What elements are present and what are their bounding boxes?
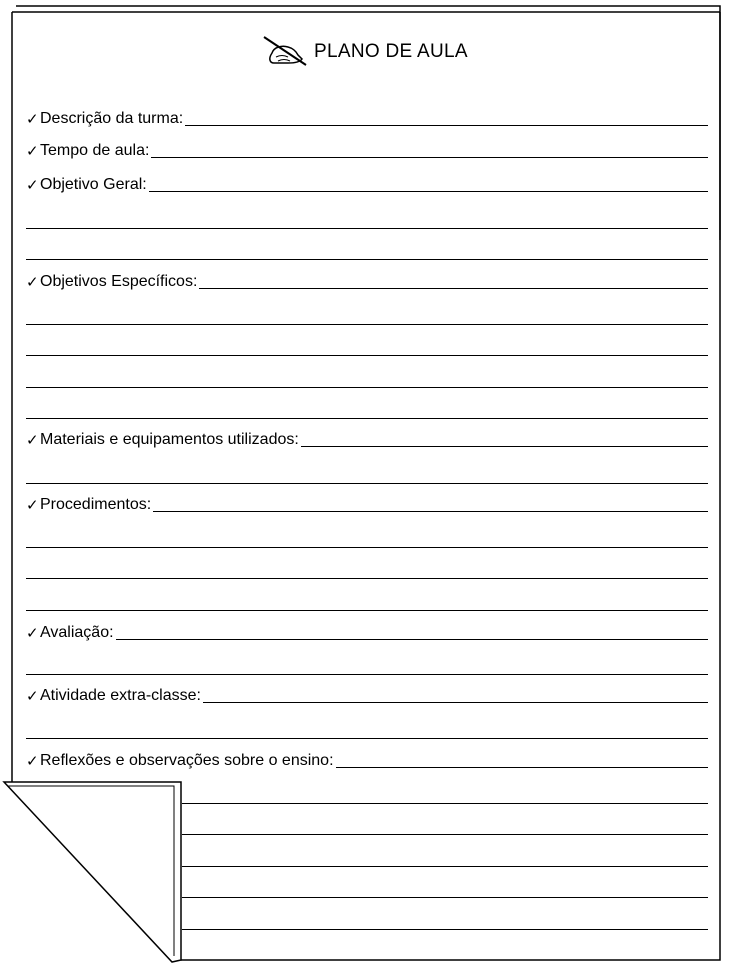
answer-line[interactable] bbox=[336, 766, 708, 768]
answer-line[interactable] bbox=[149, 190, 708, 192]
field-label: Objetivos Específicos: bbox=[40, 273, 198, 290]
answer-line[interactable] bbox=[182, 834, 708, 835]
field-label: Avaliação: bbox=[40, 624, 114, 641]
title-text: PLANO DE AULA bbox=[314, 41, 468, 62]
field-label: Procedimentos: bbox=[40, 496, 152, 513]
checkmark-icon: ✓ bbox=[26, 625, 39, 642]
checkmark-icon: ✓ bbox=[26, 111, 39, 128]
answer-line[interactable] bbox=[182, 866, 708, 867]
answer-line[interactable] bbox=[203, 701, 708, 703]
folded-corner bbox=[4, 782, 181, 962]
answer-line[interactable] bbox=[182, 897, 708, 898]
page-title bbox=[262, 34, 468, 70]
field-label: Reflexões e observações sobre o ensino: bbox=[40, 752, 334, 769]
answer-line[interactable] bbox=[26, 547, 708, 548]
answer-line[interactable] bbox=[26, 355, 708, 356]
answer-line[interactable] bbox=[26, 483, 708, 484]
answer-line[interactable] bbox=[26, 259, 708, 260]
answer-line[interactable] bbox=[182, 803, 708, 804]
field-label: Tempo de aula: bbox=[40, 142, 150, 159]
field-objetivo-geral bbox=[26, 176, 708, 194]
checkmark-icon: ✓ bbox=[26, 753, 39, 770]
checkmark-icon: ✓ bbox=[26, 143, 39, 160]
answer-line[interactable] bbox=[26, 228, 708, 229]
answer-line[interactable] bbox=[182, 929, 708, 930]
checkmark-icon: ✓ bbox=[26, 274, 39, 291]
field-descricao-turma bbox=[26, 110, 708, 128]
field-tempo-aula bbox=[26, 142, 708, 160]
answer-line[interactable] bbox=[116, 638, 708, 640]
field-atividade-extra-classe bbox=[26, 687, 708, 705]
field-label: Materiais e equipamentos utilizados: bbox=[40, 431, 299, 448]
field-materiais bbox=[26, 431, 708, 449]
field-avaliacao bbox=[26, 624, 708, 642]
answer-line[interactable] bbox=[153, 510, 708, 512]
answer-line[interactable] bbox=[199, 287, 708, 289]
field-label: Objetivo Geral: bbox=[40, 176, 147, 193]
answer-line[interactable] bbox=[26, 578, 708, 579]
writing-hand-icon bbox=[262, 35, 308, 69]
answer-line[interactable] bbox=[301, 445, 708, 447]
answer-line[interactable] bbox=[151, 156, 708, 158]
answer-line[interactable] bbox=[185, 124, 708, 126]
answer-line[interactable] bbox=[26, 674, 708, 675]
checkmark-icon: ✓ bbox=[26, 432, 39, 449]
field-objetivos-especificos bbox=[26, 273, 708, 291]
field-label: Atividade extra-classe: bbox=[40, 687, 201, 704]
checkmark-icon: ✓ bbox=[26, 177, 39, 194]
answer-line[interactable] bbox=[26, 324, 708, 325]
answer-line[interactable] bbox=[26, 738, 708, 739]
checkmark-icon: ✓ bbox=[26, 688, 39, 705]
answer-line[interactable] bbox=[26, 387, 708, 388]
checkmark-icon: ✓ bbox=[26, 497, 39, 514]
field-label: Descrição da turma: bbox=[40, 110, 184, 127]
field-reflexoes bbox=[26, 752, 708, 770]
field-procedimentos bbox=[26, 496, 708, 514]
answer-line[interactable] bbox=[26, 610, 708, 611]
answer-line[interactable] bbox=[26, 418, 708, 419]
